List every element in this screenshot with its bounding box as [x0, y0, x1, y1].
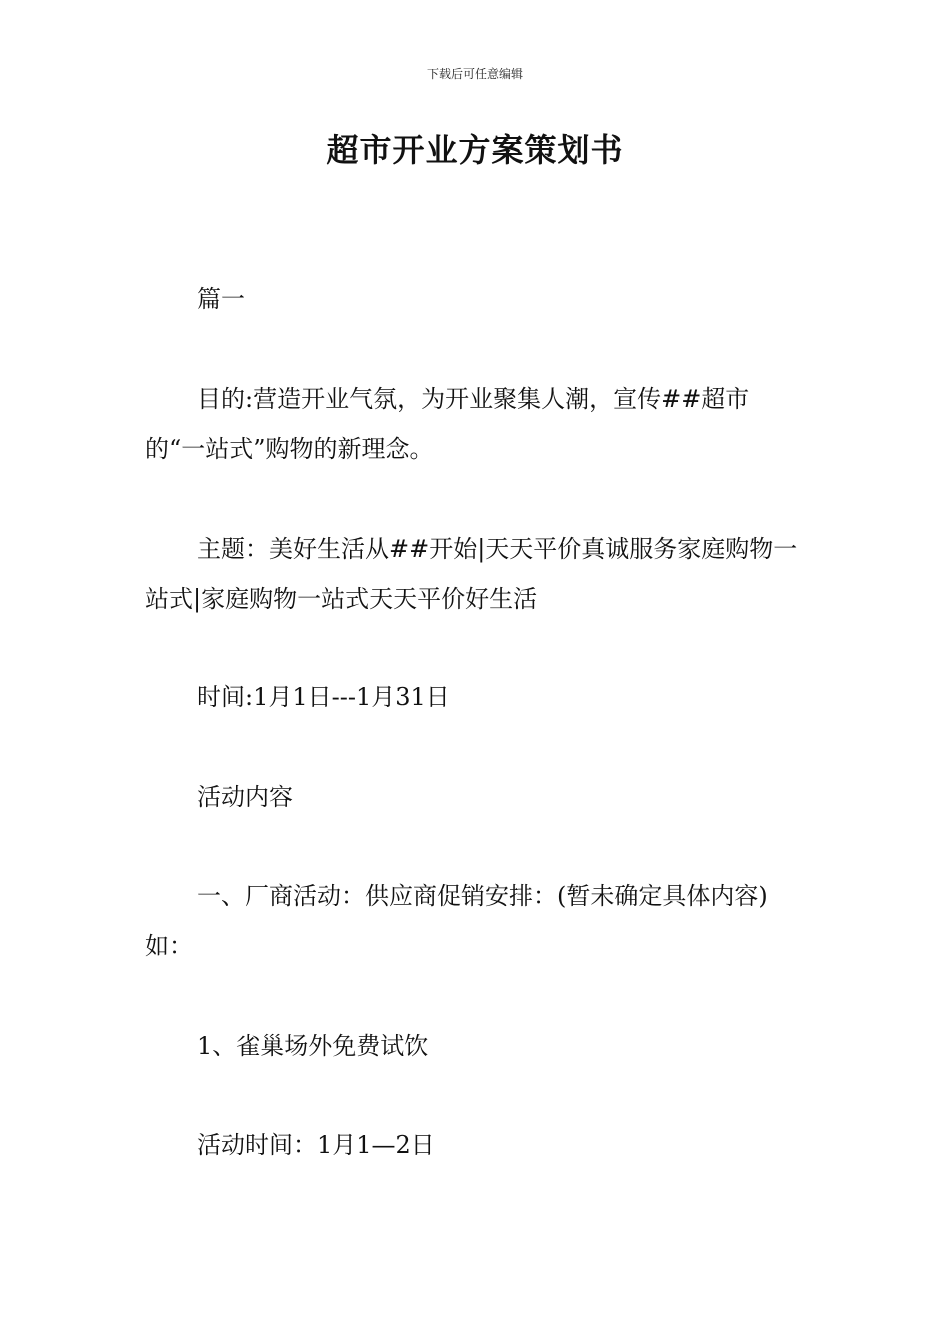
activity-time-paragraph: 活动时间：1月1—2日 [197, 1131, 435, 1159]
theme-paragraph: 主题：美好生活从##开始|天天平价真诚服务家庭购物一站式|家庭购物一站式天天平价好生活 [145, 535, 798, 613]
section-heading: 篇一 [197, 285, 245, 313]
activity-heading: 活动内容 [197, 783, 293, 811]
purpose-paragraph: 目的:营造开业气氛，为开业聚集人潮，宣传##超市的“一站式”购物的新理念。 [145, 385, 750, 463]
document-title: 超市开业方案策划书 [326, 131, 624, 169]
time-paragraph: 时间:1月1日---1月31日 [197, 683, 450, 711]
vendor-activity-paragraph: 一、厂商活动：供应商促销安排：(暂未确定具体内容)如： [145, 882, 768, 960]
list-item: 1、雀巢场外免费试饮 [197, 1032, 429, 1060]
header-note: 下载后可任意编辑 [426, 67, 523, 81]
